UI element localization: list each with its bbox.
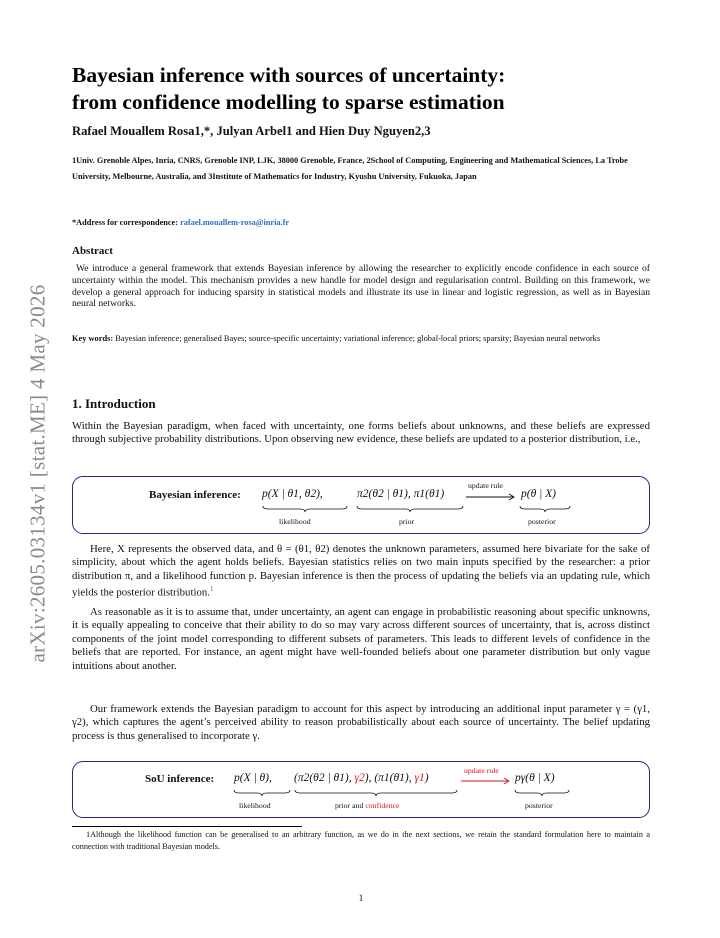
abstract-text: We introduce a general framework that extends Bayesian inference by allowing the researcher to explicitly encode confidence in each source of uncertainty within the model. This mechanism provides a new handle for model design and regularisation control. Building on this framework, we develop a general approach for inducing sparsity in statistical models and illustrate its use in linear and logistic regression, as well as in Bayesian neural networks. [72,263,650,310]
eq2-prior [294,772,429,784]
equation-box-bayesian [72,476,650,534]
section-heading-introduction: 1. Introduction [72,396,156,411]
footnote-rule [72,826,302,827]
eq2-likelihood: p(X | θ), [234,772,272,784]
eq1-posterior-label: posterior [528,517,556,526]
eq2-brace-prior [294,789,458,797]
keywords-text: Bayesian inference; generalised Bayes; source-specific uncertainty; variational inference; global-local priors; sparsity; Bayesian neural networks [115,334,601,343]
eq2-brace-likelihood [233,789,291,797]
paper-title [72,62,650,116]
eq1-arrow [466,493,518,501]
eq2-confidence-label: confidence [365,801,400,810]
paragraph-2 [72,543,650,600]
eq1-label: Bayesian inference: [149,489,241,501]
eq2-gamma-1: γ1 [414,772,425,784]
eq1-rule-label: update rule [468,481,503,490]
keywords [72,332,650,346]
arxiv-stamp-text: arXiv:2605.03134v1 [stat.ME] 4 May 2026 [25,284,50,662]
keywords-label: Key words: [72,334,114,343]
correspondence-label: *Address for correspondence: [72,218,179,227]
equation-box-sou [72,761,650,818]
eq2-gamma-2: γ2 [354,772,365,784]
eq2-prior-label [335,801,400,810]
eq1-posterior: p(θ | X) [521,488,556,500]
correspondence [72,218,289,227]
eq2-posterior-label: posterior [525,801,553,810]
arxiv-stamp [23,233,53,713]
author-list: Rafael Mouallem Rosa1,*, Julyan Arbel1 and Hien Duy Nguyen2,3 [72,124,431,138]
affiliations: 1Univ. Grenoble Alpes, Inria, CNRS, Grenoble INP, LJK, 38000 Grenoble, France, 2School of Computing, Engineering and Mathematical Sciences, La Trobe University, Melbourne, Australia, and 3Institute of Mathematics for Industry, Kyushu University, Fukuoka, Japan [72,156,628,181]
eq2-prior-label-text: prior and [335,801,366,810]
page-number: 1 [358,894,364,904]
footnote-1-link[interactable]: 1 [209,585,214,594]
correspondence-email-link[interactable]: rafael.mouallem-rosa@inria.fr [180,218,290,227]
title-line-2: from confidence modelling to sparse estimation [72,90,505,114]
eq2-arrow [461,777,513,785]
title-line-1: Bayesian inference with sources of uncertainty: [72,63,506,87]
eq2-prior-part-1: (π2(θ2 | θ1), [294,772,355,784]
footnote-1: 1Although the likelihood function can be generalised to an arbitrary function, as we do in the next sections, we retain the standard formulation here to maintain a connection with traditional Bayesian models. [72,830,650,851]
paragraph-2-text: Here, X represents the observed data, and θ = (θ1, θ2) denotes the unknown parameters, assumed here bivariate for the sake of simplicity, about which the agent holds beliefs. Bayesian statistics relies on two main inputs specified by the researcher: a prior distribution π, and a likelihood function p. Bayesian inference is then the process of updating the beliefs via an updating rule, which yields the posterior distribution. [72,543,650,599]
eq1-likelihood-label: likelihood [279,517,311,526]
eq2-brace-posterior [514,789,570,797]
eq2-prior-part-2: ), (π1(θ1), [364,772,415,784]
eq1-brace-likelihood [262,505,348,513]
eq1-brace-posterior [519,505,571,513]
paragraph-1: Within the Bayesian paradigm, when faced with uncertainty, one forms beliefs about unknowns, and these beliefs are expressed through subjective probability distributions. Upon observing new evidence, these beliefs are updated to a posterior distribution, i.e., [72,420,650,446]
eq1-likelihood: p(X | θ1, θ2), [262,488,323,500]
eq1-prior: π2(θ2 | θ1), π1(θ1) [357,488,445,500]
abstract-heading: Abstract [72,245,113,257]
eq2-label: SoU inference: [145,773,215,785]
eq2-rule-label: update rule [464,766,499,775]
eq2-likelihood-label: likelihood [239,801,271,810]
eq1-brace-prior [356,505,464,513]
paragraph-4: Our framework extends the Bayesian paradigm to account for this aspect by introducing an additional input parameter γ = (γ1, γ2), which captures the agent’s perceived ability to reason probabilistically about each source of uncertainty. The belief updating process is thus generalised to incorporate γ. [72,703,650,742]
eq2-posterior: pγ(θ | X) [515,772,555,784]
paragraph-3: As reasonable as it is to assume that, under uncertainty, an agent can engage in probabilistic reasoning about specific unknowns, it is equally appealing to conceive that their ability to do so may vary across different sources of uncertainty, that is, across distinct components of the joint model corresponding to different subsets of parameters. This leads to different levels of confidence in the beliefs that are reported. For instance, an agent might have well-founded beliefs about one parameter distribution but only vague intuitions about another. [72,606,650,672]
eq1-prior-label: prior [399,517,415,526]
eq2-prior-part-3: ) [424,772,429,784]
